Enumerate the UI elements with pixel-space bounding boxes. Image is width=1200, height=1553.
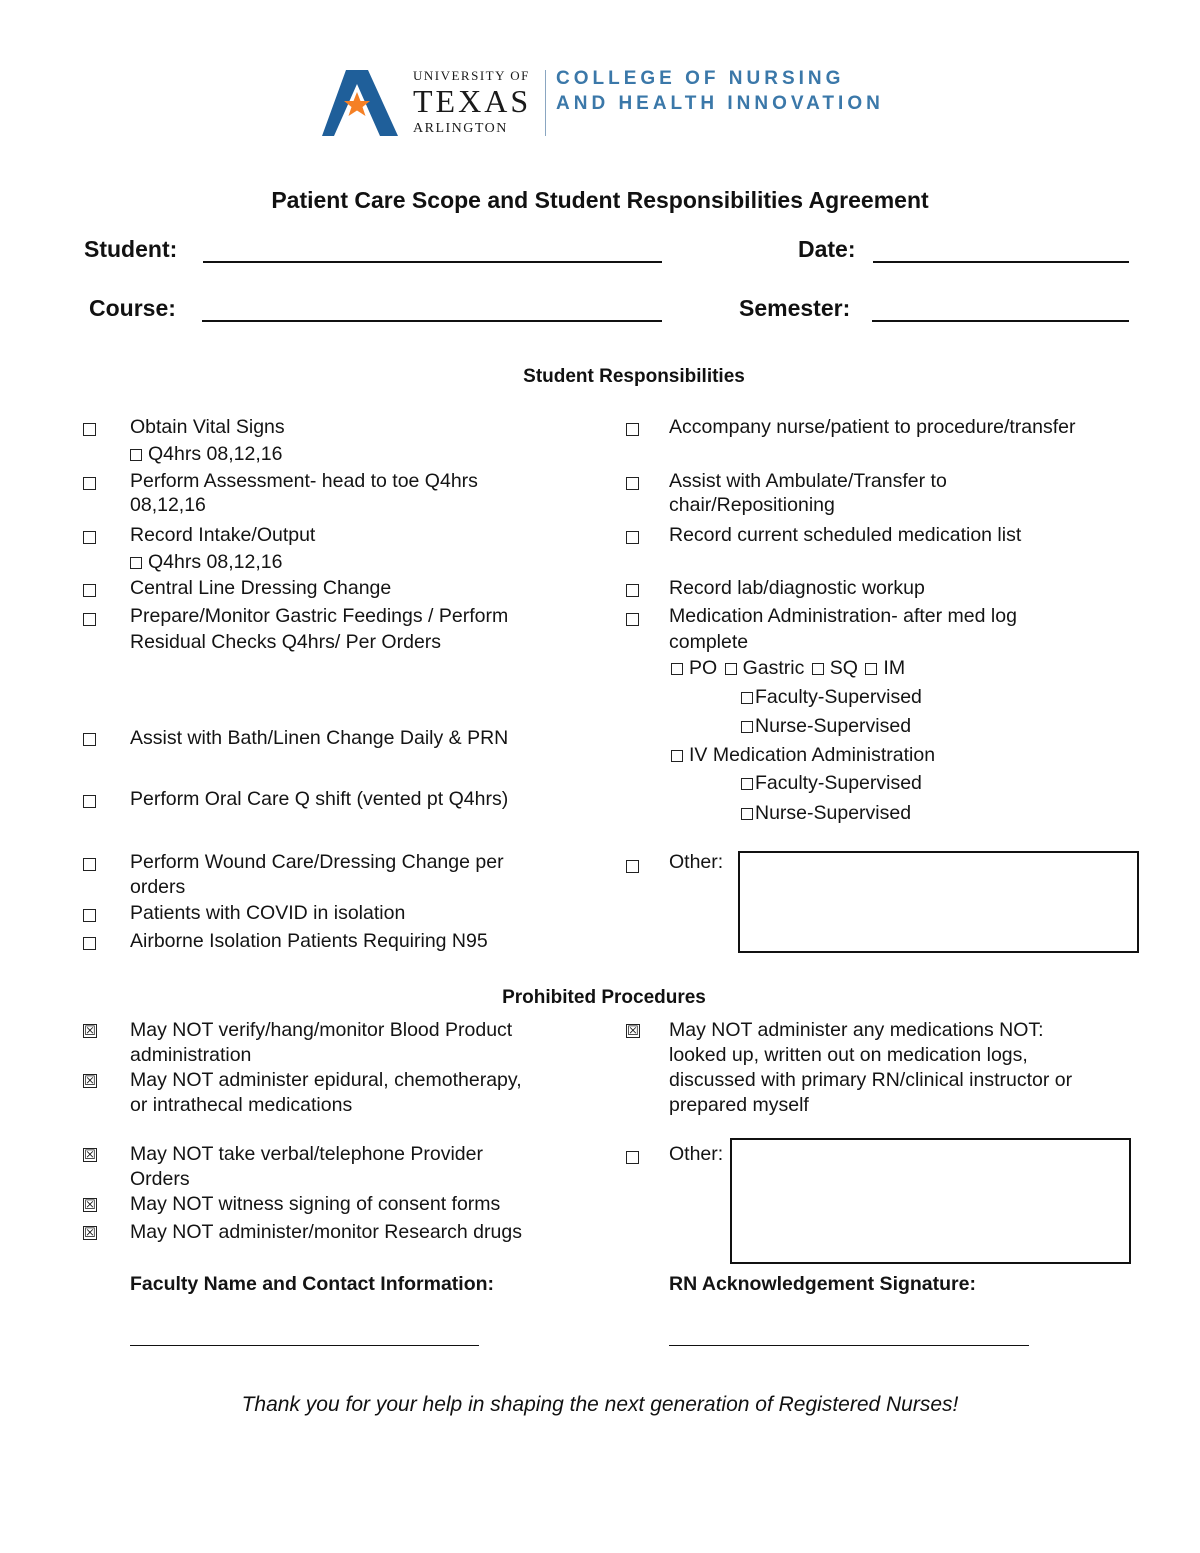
prohibited-epidural-line2: or intrathecal medications <box>130 1094 353 1116</box>
prohibited-meds-line3: discussed with primary RN/clinical instructor or <box>669 1069 1073 1091</box>
checkbox-intake-output[interactable] <box>83 531 96 544</box>
logo-arlington: ARLINGTON <box>413 121 508 136</box>
item-med-list: Record current scheduled medication list <box>669 524 1022 546</box>
checkbox-consent-forms[interactable]: ☒ <box>84 1198 96 1212</box>
item-assessment-line2: 08,12,16 <box>130 494 206 516</box>
checkbox-research-drugs[interactable]: ☒ <box>84 1226 96 1240</box>
uta-a-star-icon <box>322 70 398 136</box>
item-wound-care-line1: Perform Wound Care/Dressing Change per <box>130 851 504 873</box>
item-med-admin-line2: complete <box>669 631 749 653</box>
logo-divider <box>545 70 546 136</box>
prohibited-epidural-line1: May NOT administer epidural, chemotherapy, <box>130 1069 522 1091</box>
semester-field[interactable] <box>872 320 1129 322</box>
prohibited-verbal-orders-line1: May NOT take verbal/telephone Provider <box>130 1143 483 1165</box>
logo-college-line1: COLLEGE OF NURSING <box>556 68 845 89</box>
item-airborne-isolation: Airborne Isolation Patients Requiring N95 <box>130 930 488 952</box>
item-ambulate-line1: Assist with Ambulate/Transfer to <box>669 470 947 492</box>
checkbox-med-faculty-supervised[interactable] <box>741 692 753 704</box>
checkbox-unverified-meds[interactable]: ☒ <box>627 1024 639 1038</box>
item-gastric-feedings-line2: Residual Checks Q4hrs/ Per Orders <box>130 631 442 653</box>
checkbox-epidural-chemo[interactable]: ☒ <box>84 1074 96 1088</box>
semester-label: Semester: <box>739 295 851 321</box>
route-im-label: IM <box>883 657 906 679</box>
logo-texas: TEXAS <box>413 83 532 119</box>
prohibited-meds-line1: May NOT administer any medications NOT: <box>669 1019 1044 1041</box>
footer-thanks: Thank you for your help in shaping the next generation of Registered Nurses! <box>241 1393 959 1416</box>
item-iv-nurse-supervised: Nurse-Supervised <box>741 801 911 826</box>
rn-signature-field[interactable] <box>669 1345 1029 1346</box>
checkbox-responsibilities-other[interactable] <box>626 860 639 873</box>
checkbox-intake-output-q4[interactable] <box>130 557 142 569</box>
checkbox-vital-signs-q4[interactable] <box>130 449 142 461</box>
item-oral-care: Perform Oral Care Q shift (vented pt Q4hrs) <box>130 788 509 810</box>
prohibited-verbal-orders-line2: Orders <box>130 1168 190 1190</box>
prohibited-other-label: Other: <box>669 1143 724 1165</box>
checkbox-prohibited-other[interactable] <box>626 1151 639 1164</box>
prohibited-heading: Prohibited Procedures <box>502 987 706 1008</box>
route-gastric-label: Gastric <box>742 657 805 679</box>
logo-college-line2: AND HEALTH INNOVATION <box>556 93 884 114</box>
checkbox-vital-signs[interactable] <box>83 423 96 436</box>
checkbox-route-po[interactable] <box>671 663 683 675</box>
checkbox-oral-care[interactable] <box>83 795 96 808</box>
checkbox-bath-linen[interactable] <box>83 733 96 746</box>
item-vital-signs-q4: Q4hrs 08,12,16 <box>130 442 282 467</box>
checkbox-covid-isolation[interactable] <box>83 909 96 922</box>
item-gastric-feedings-line1: Prepare/Monitor Gastric Feedings / Perform <box>130 605 509 627</box>
faculty-contact-field[interactable] <box>130 1345 479 1346</box>
checkbox-airborne-isolation[interactable] <box>83 937 96 950</box>
checkbox-route-gastric[interactable] <box>725 663 737 675</box>
rn-signature-label: RN Acknowledgement Signature: <box>669 1273 976 1295</box>
checkbox-ambulate[interactable] <box>626 477 639 490</box>
route-sq-label: SQ <box>829 657 858 679</box>
checkbox-med-list[interactable] <box>626 531 639 544</box>
item-intake-output-q4: Q4hrs 08,12,16 <box>130 550 282 575</box>
item-wound-care-line2: orders <box>130 876 186 898</box>
item-iv-med-admin: IV Medication Administration <box>671 743 935 768</box>
date-field[interactable] <box>873 261 1129 263</box>
item-intake-output: Record Intake/Output <box>130 524 316 546</box>
prohibited-consent-forms: May NOT witness signing of consent forms <box>130 1193 501 1215</box>
prohibited-research-drugs: May NOT administer/monitor Research drugs <box>130 1221 522 1243</box>
responsibilities-other-label: Other: <box>669 851 724 873</box>
item-central-line: Central Line Dressing Change <box>130 577 392 599</box>
prohibited-blood-product-line2: administration <box>130 1044 252 1066</box>
checkbox-assessment[interactable] <box>83 477 96 490</box>
checkbox-wound-care[interactable] <box>83 858 96 871</box>
document-title: Patient Care Scope and Student Responsibilities Agreement <box>271 187 929 213</box>
item-accompany: Accompany nurse/patient to procedure/transfer <box>669 416 1076 438</box>
checkbox-lab-workup[interactable] <box>626 584 639 597</box>
course-field[interactable] <box>202 320 662 322</box>
checkbox-iv-nurse-supervised[interactable] <box>741 808 753 820</box>
student-label: Student: <box>84 236 178 262</box>
logo-university-of: UNIVERSITY OF <box>413 68 530 83</box>
checkbox-med-nurse-supervised[interactable] <box>741 721 753 733</box>
item-lab-workup: Record lab/diagnostic workup <box>669 577 925 599</box>
checkbox-med-admin[interactable] <box>626 613 639 626</box>
responsibilities-other-field[interactable] <box>738 851 1139 953</box>
item-vital-signs: Obtain Vital Signs <box>130 416 285 438</box>
checkbox-central-line[interactable] <box>83 584 96 597</box>
item-bath-linen: Assist with Bath/Linen Change Daily & PRN <box>130 727 509 749</box>
item-med-routes <box>671 656 905 681</box>
item-iv-faculty-supervised: Faculty-Supervised <box>741 771 922 796</box>
item-med-faculty-supervised: Faculty-Supervised <box>741 685 922 710</box>
route-po-label: PO <box>689 657 718 679</box>
checkbox-iv-med-admin[interactable] <box>671 750 683 762</box>
student-field[interactable] <box>203 261 662 263</box>
faculty-contact-label: Faculty Name and Contact Information: <box>130 1273 495 1295</box>
prohibited-other-field[interactable] <box>730 1138 1131 1264</box>
item-covid-isolation: Patients with COVID in isolation <box>130 902 406 924</box>
checkbox-iv-faculty-supervised[interactable] <box>741 778 753 790</box>
checkbox-verbal-orders[interactable]: ☒ <box>84 1148 96 1162</box>
prohibited-meds-line2: looked up, written out on medication logs, <box>669 1044 1028 1066</box>
checkbox-accompany[interactable] <box>626 423 639 436</box>
prohibited-meds-line4: prepared myself <box>669 1094 809 1116</box>
checkbox-gastric-feedings[interactable] <box>83 613 96 626</box>
date-label: Date: <box>798 236 856 262</box>
checkbox-blood-product[interactable]: ☒ <box>84 1024 96 1038</box>
uta-logo <box>322 70 398 136</box>
item-med-admin-line1: Medication Administration- after med log <box>669 605 1017 627</box>
prohibited-blood-product-line1: May NOT verify/hang/monitor Blood Product <box>130 1019 513 1041</box>
checkbox-route-sq[interactable] <box>812 663 824 675</box>
item-ambulate-line2: chair/Repositioning <box>669 494 835 516</box>
item-med-nurse-supervised: Nurse-Supervised <box>741 714 911 739</box>
item-assessment-line1: Perform Assessment- head to toe Q4hrs <box>130 470 478 492</box>
course-label: Course: <box>89 295 176 321</box>
checkbox-route-im[interactable] <box>865 663 877 675</box>
responsibilities-heading: Student Responsibilities <box>523 366 745 387</box>
